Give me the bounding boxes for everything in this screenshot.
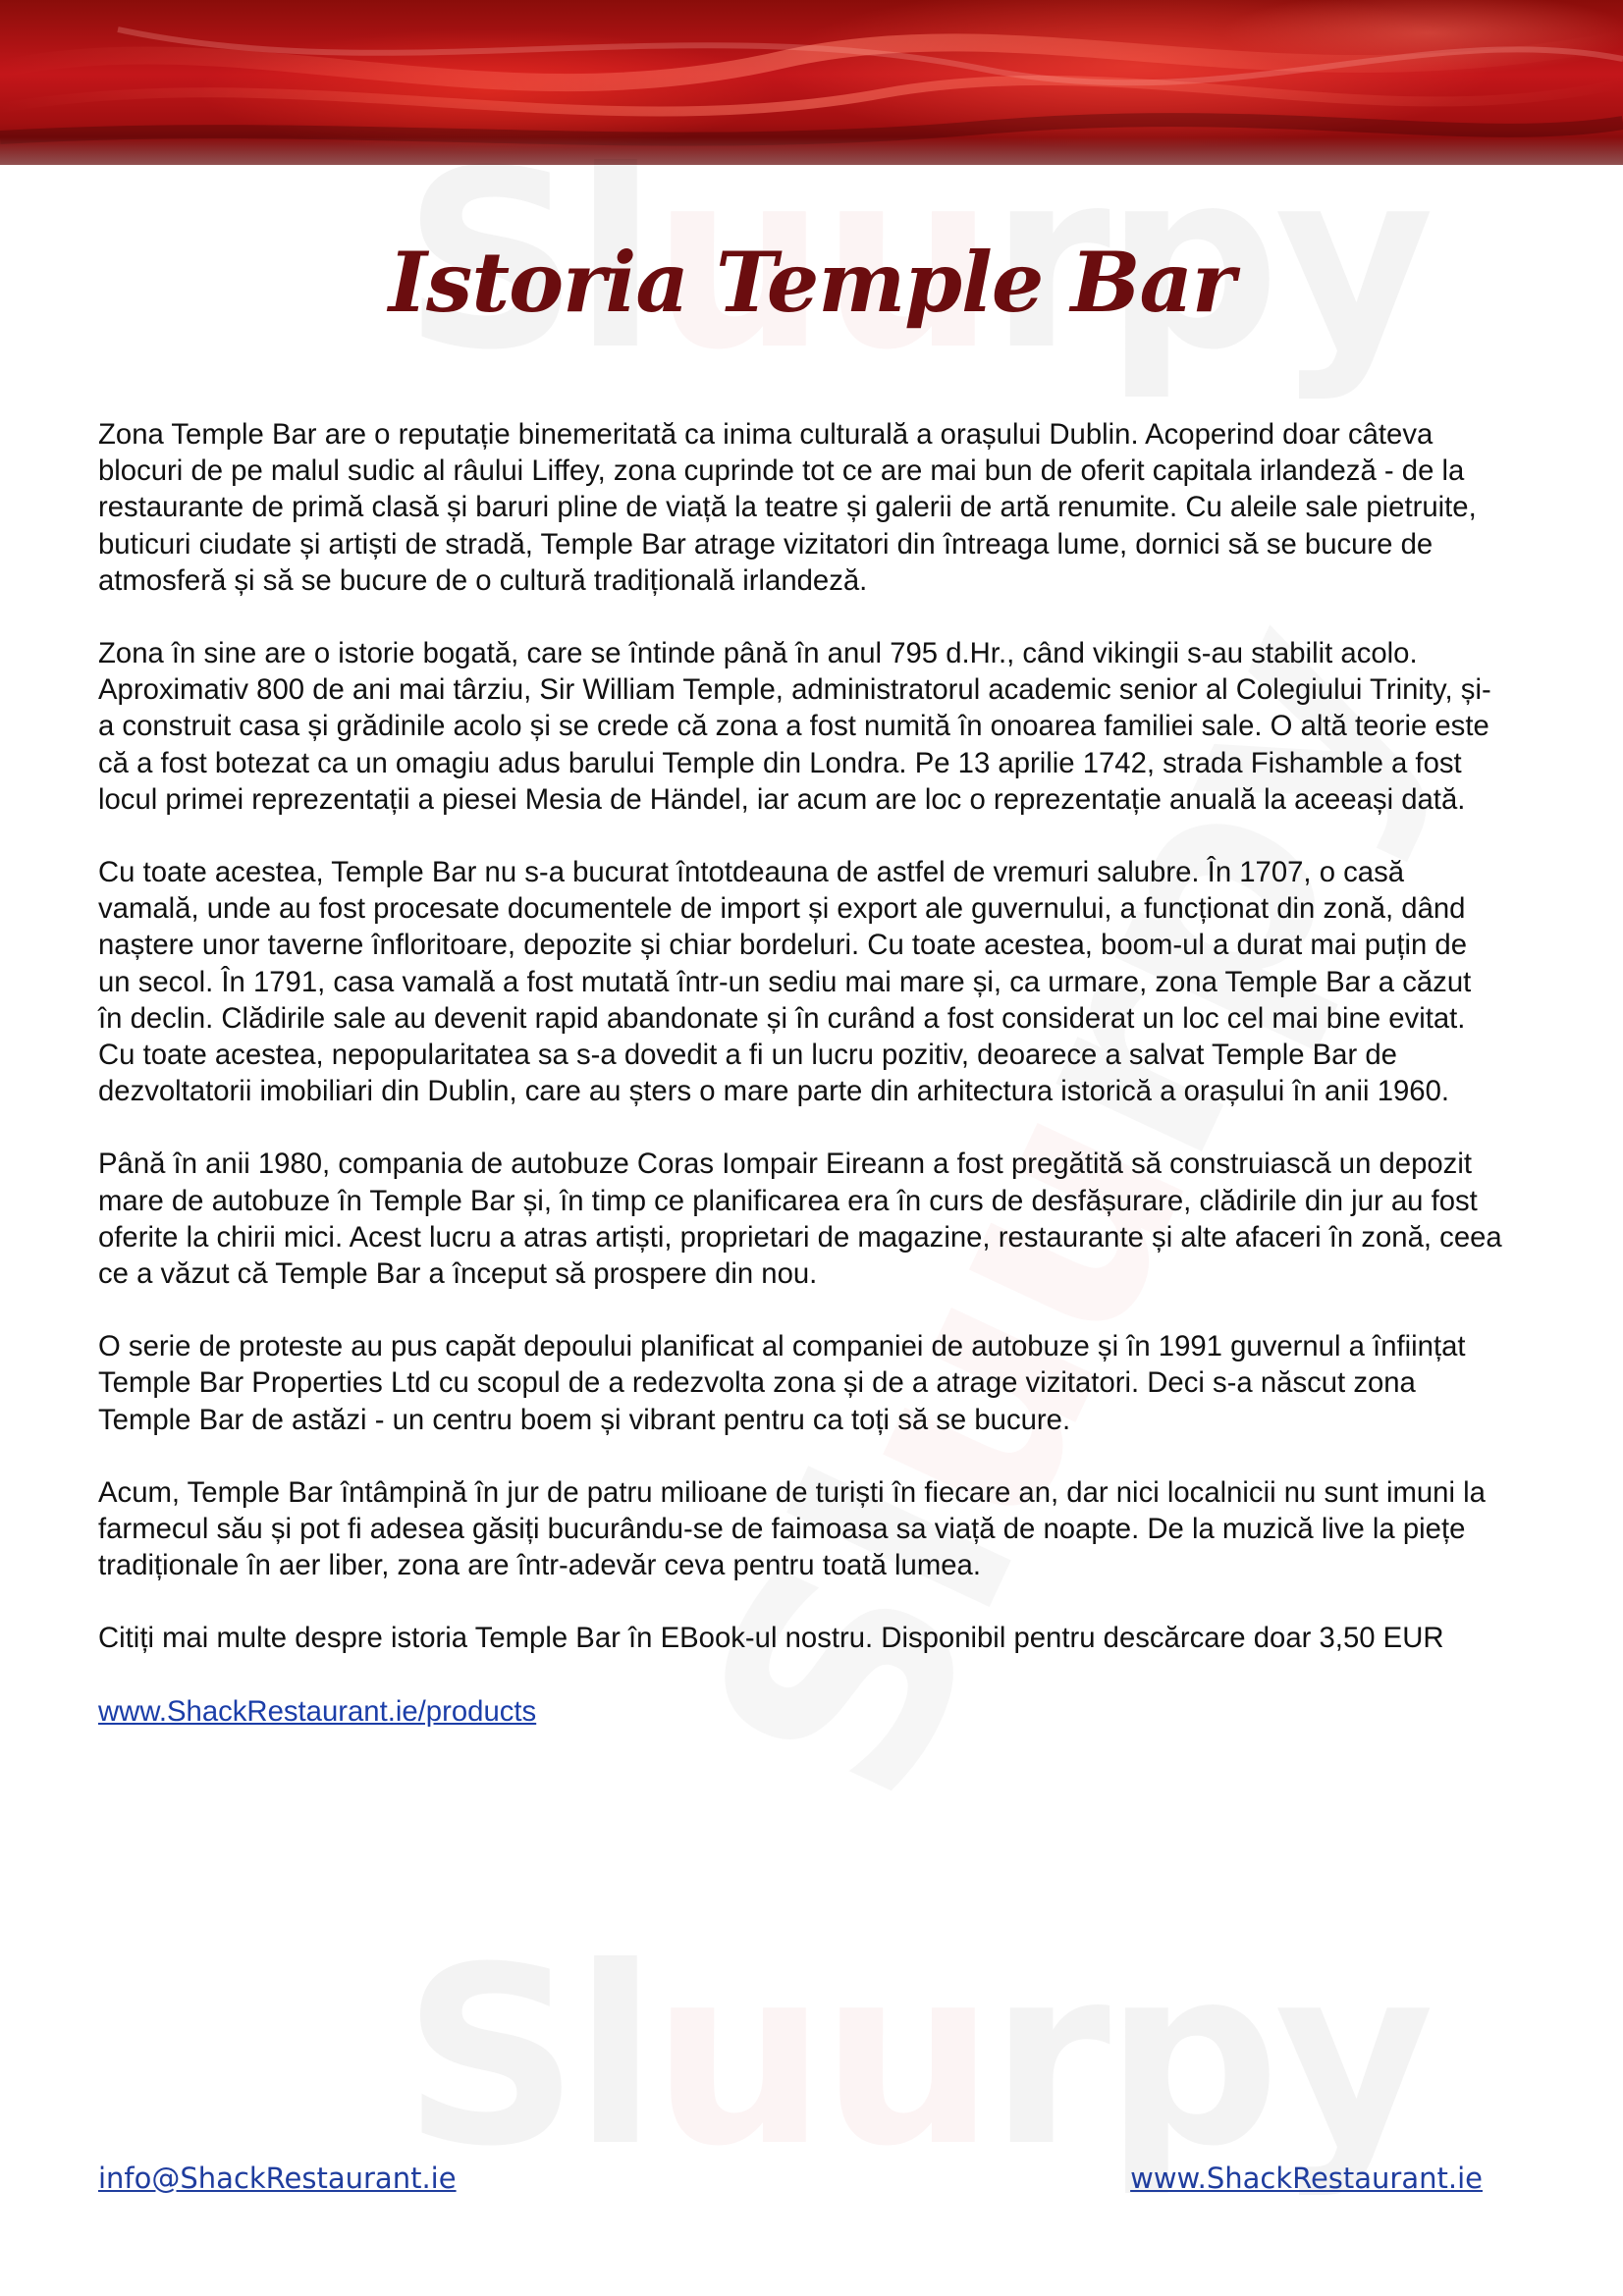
footer-website-link[interactable]: www.ShackRestaurant.ie (1130, 2162, 1483, 2195)
paragraph-decline: Cu toate acestea, Temple Bar nu s-a bucurat întotdeauna de astfel de vremuri salubre. În 1707, o casă vamală, unde au fost procesate documentele de import și export ale guvernului, a funcționat din zonă, dând naștere unor taverne înfloritoare, depozite și chiar bordeluri. Cu toate acestea, boom-ul a durat mai puțin de un secol. În 1791, casa vamală a fost mutată într-un sediu mai mare și, ca urmare, zona Temple Bar a căzut în declin. Clădirile sale au devenit rapid abandonate și în curând a fost considerat un loc cel mai bine evitat. Cu toate acestea, nepopularitatea sa s-a dovedit a fi un lucru pozitiv, deoarece a salvat Temple Bar de dezvoltatorii imobiliari din Dublin, care au șters o mare parte din arhitectura istorică a orașului în anii 1960. (98, 856, 1472, 1108)
footer-email-link[interactable]: info@ShackRestaurant.ie (98, 2162, 457, 2195)
watermark-logo-bottom (403, 1914, 1429, 2200)
paragraph-ebook: Citiți mai multe despre istoria Temple Bar în EBook-ul nostru. Disponibil pentru descărcare doar 3,50 EUR (98, 1622, 1444, 1655)
header-banner (0, 0, 1623, 165)
page-title: Istoria Temple Bar (388, 234, 1235, 331)
paragraph-1980s: Până în anii 1980, compania de autobuze Coras Iompair Eireann a fost pregătită să construiască un depozit mare de autobuze în Temple Bar și, în timp ce planificarea era în curs de desfășurare, clădirile din jur au fost oferite la chirii mici. Acest lucru a atras artiști, proprietari de magazine, restaurante și alte afaceri în zonă, ceea ce a văzut că Temple Bar a început să prospere din nou. (98, 1148, 1502, 1291)
paragraph-intro: Zona Temple Bar are o reputație binemeritată ca inima culturală a orașului Dublin. Acoperind doar câteva blocuri de pe malul sudic al râului Liffey, zona cuprinde tot ce are mai bun de oferit capitala irlandeză - de la restaurante de primă clasă și baruri pline de viață la teatre și galerii de artă renumite. Cu aleile sale pietruite, buticuri ciudate și artiști de stradă, Temple Bar atrage vizitatori din întreaga lume, dornici să se bucure de atmosferă și să se bucure de o cultură tradițională irlandeză. (98, 418, 1477, 597)
article-body (98, 416, 1502, 1766)
products-link[interactable]: www.ShackRestaurant.ie/products (98, 1694, 537, 1728)
paragraph-history: Zona în sine are o istorie bogată, care se întinde până în anul 795 d.Hr., când vikingii s-au stabilit acolo. Aproximativ 800 de ani mai târziu, Sir William Temple, administratorul academic senior al Colegiului Trinity, și-a construit casa și grădinile acolo și se crede că zona a fost numită în onoarea familiei sale. O altă teorie este că a fost botezat ca un omagiu adus barului Temple din Londra. Pe 13 aprilie 1742, strada Fishamble a fost locul primei reprezentații a piesei Mesia de Händel, iar acum are loc o reprezentație anuală la aceeași dată. (98, 637, 1491, 816)
paragraph-protests: O serie de proteste au pus capăt depoului planificat al companiei de autobuze și în 1991 guvernul a înființat Temple Bar Properties Ltd cu scopul de a redezvolta zona și de a atrage vizitatori. Deci s-a născut zona Temple Bar de astăzi - un centru boem și vibrant pentru ca toți să se bucure. (98, 1330, 1466, 1436)
products-link-line (98, 1693, 1502, 1730)
paragraph-today: Acum, Temple Bar întâmpină în jur de patru milioane de turiști în fiecare an, dar nici localnicii nu sunt imuni la farmecul său și pot fi adesea găsiți bucurându-se de faimoasa sa viață de noapte. De la muzică live la piețe tradiționale în aer liber, zona are într-adevăr ceva pentru toată lumea. (98, 1475, 1486, 1582)
banner-swirl-decoration (0, 0, 1623, 165)
